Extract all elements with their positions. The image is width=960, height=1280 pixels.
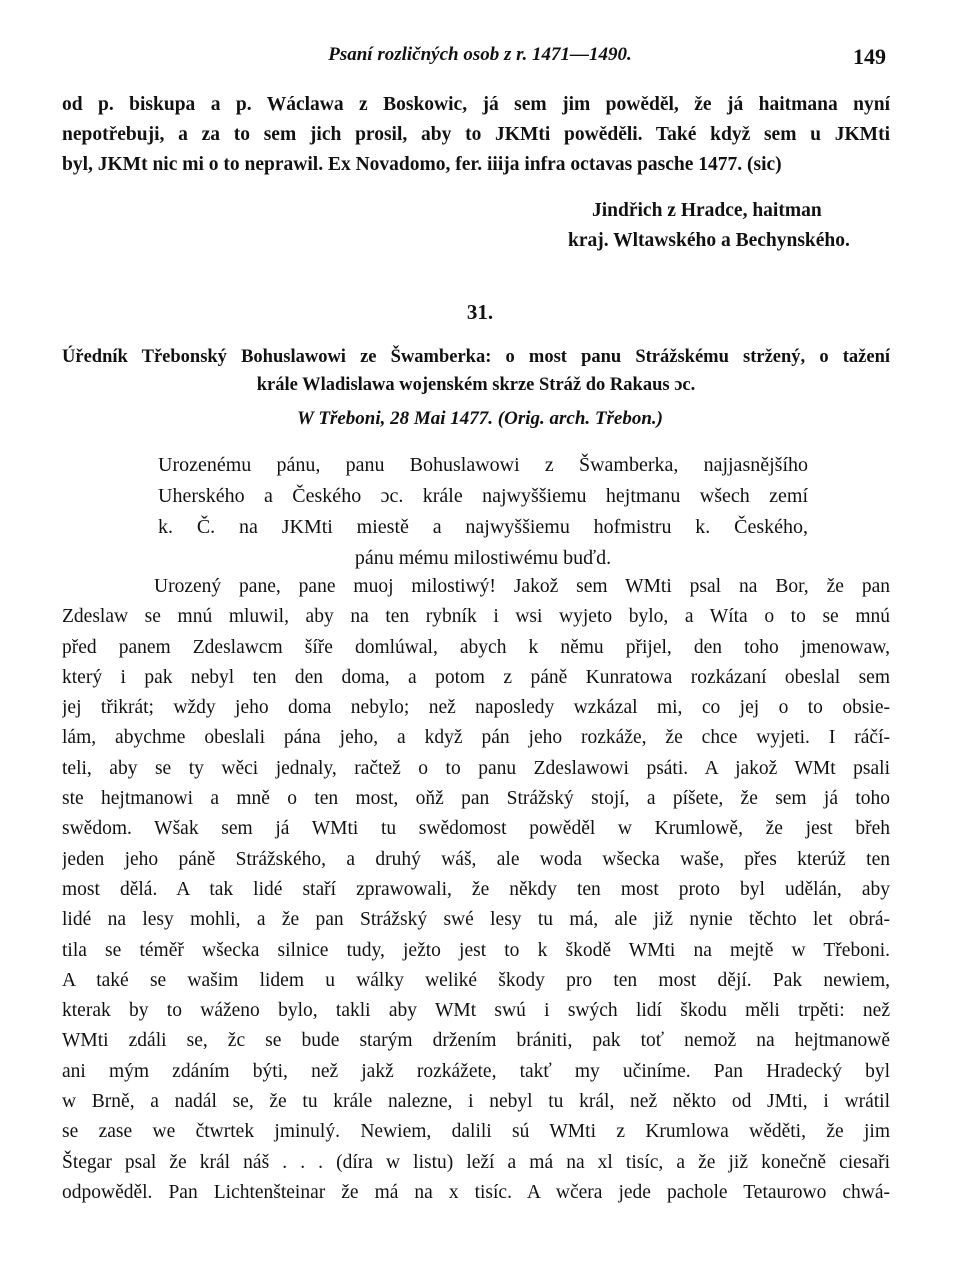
summary-line: Úředník Třebonský Bohuslawowi ze Šwamberka: o most panu Strážskému stržený, o tažení [62, 347, 890, 367]
signature [568, 196, 898, 256]
body-line: kterak by to wáženo bylo, takli aby WMt swú i swých lidí škodu měli trpěti: než [62, 1000, 890, 1022]
body-line: odpowěděl. Pan Lichtenšteinar že má na x tisíc. A wčera jede pachole Tetaurowo chwá- [62, 1181, 890, 1203]
text-line: od p. biskupa a p. Wáclawa z Boskowic, já sem jim powěděl, že já haitmana nyní [62, 94, 890, 115]
letter-number: 31. [466, 300, 494, 324]
body-line: tila se téměř wšecka silnice tudy, ježto jest to k škodě WMti na mejtě w Třeboni. [62, 939, 890, 961]
body-line: ste hejtmanowi a mně o ten most, oňž pan Strážský stojí, a píšete, že sem já toho [62, 788, 890, 810]
page-number: 149 [853, 44, 886, 69]
body-line: Zdeslaw se mnú mluwil, aby na ten rybník i wsi wyjeto bylo, a Wíta o to se mnú [62, 606, 890, 628]
body-line: jeden jeho páně Strážského, a druhý wáš, ale woda wšecka waše, přes kterúž ten [62, 848, 890, 870]
body-line: jej třikrát; wždy jeho doma nebylo; než naposledy wzkázal mi, co jej o to obsie- [62, 697, 890, 719]
text-line: nepotřebuji, a za to sem jich prosil, aby to JKMti powěděli. Také když sem u JKMti [62, 124, 890, 145]
letter-body [62, 572, 890, 1208]
top-paragraph [62, 90, 890, 180]
body-line: Štegar psal že král náš . . . (díra w listu) leží a má na xl tisíc, a že již konečně ciesaři [62, 1151, 890, 1173]
body-line: A také se wašim lidem u wálky weliké škody pro ten most dějí. Pak newiem, [62, 969, 890, 991]
body-line: ani mým zdáním býti, než jakž rozkážete, takť my učiníme. Pan Hradecký byl [62, 1060, 890, 1082]
address-line: Uherského a Českého ɔc. krále najwyššiemu hejtmanu wšech zemí [158, 485, 808, 507]
body-line: před panem Zdeslawcm šíře domlúwal, abych k němu přijel, den toho jmenowaw, [62, 636, 890, 658]
address-line: pánu mému milostiwému buďd. [354, 547, 612, 569]
body-line: WMti zdáli se, žc se bude starým držením brániti, pak toť nemož na hejtmanowě [62, 1030, 890, 1052]
text-line: byl, JKMt nic mi o to neprawil. Ex Novadomo, fer. iiija infra octavas pasche 1477. (sic) [62, 154, 782, 175]
signature-line: kraj. Wltawského a Bechynského. [568, 230, 850, 251]
body-line: most dělá. A tak lidé staří zprawowali, že někdy ten most proto byl udělán, aby [62, 878, 890, 900]
body-line: lidé na lesy mohli, a že pan Strážský swé lesy tu má, ale již nynie těchto let obrá- [62, 909, 890, 931]
address-line: Urozenému pánu, panu Bohuslawowi z Šwamberka, najjasnějšího [158, 454, 808, 476]
summary-line: krále Wladislawa wojenském skrze Stráž do Rakaus ɔc. [256, 375, 696, 395]
body-line: teli, aby se ty wěci jednaly, račtež o to panu Zdeslawowi psáti. A jakož WMt psali [62, 757, 890, 779]
address-block [158, 450, 808, 574]
address-line: k. Č. na JKMti miestě a najwyššiemu hofmistru k. Českého, [158, 516, 808, 538]
signature-line: Jindřich z Hradce, haitman [592, 200, 822, 221]
letter-summary [62, 343, 890, 399]
body-line: Urozený pane, pane muoj milostiwý! Jakož sem WMti psal na Bor, že pan [154, 576, 890, 597]
body-line: swědom. Wšak sem já WMti tu swědomost powěděl w Krumlowě, že jest břeh [62, 818, 890, 840]
running-head [0, 44, 960, 74]
body-line: w Brně, a nadál se, že tu krále nalezne, i nebyl tu král, než někto od JMti, i wrátil [62, 1091, 890, 1113]
running-title: Psaní rozličných osob z r. 1471—1490. [328, 44, 632, 65]
body-line: se zase we čtwrtek jminulý. Newiem, dalili sú WMti z Krumlowa wěděti, že jim [62, 1121, 890, 1143]
body-line: lám, abychme obeslali pána jeho, a když pán jeho rozkáže, že chce wyjeti. I ráčí- [62, 727, 890, 749]
body-line: který i pak nebyl ten den doma, a potom z páně Kunratowa rozkázaní obeslal sem [62, 666, 890, 688]
place-date: W Třeboni, 28 Mai 1477. (Orig. arch. Třebon.) [297, 408, 663, 429]
